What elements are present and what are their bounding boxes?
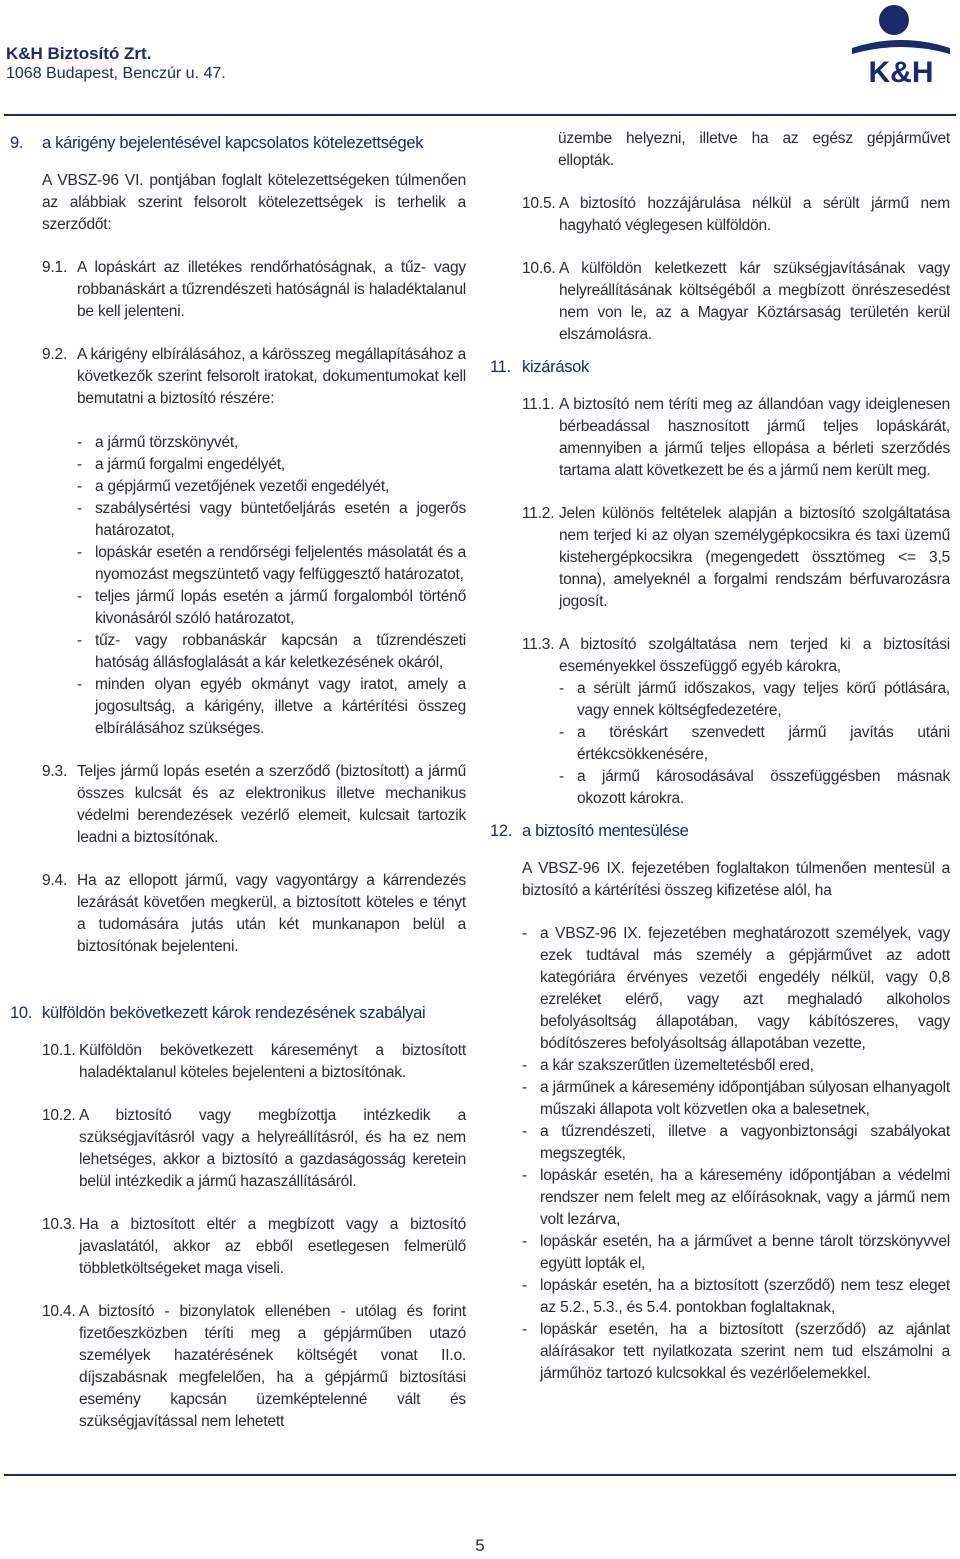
- list-item: - a kár szakszerűtlen üzemeltetésből ered,: [522, 1057, 814, 1074]
- footer-divider: [4, 1474, 956, 1476]
- company-name: K&H Biztosító Zrt.: [6, 44, 152, 63]
- list-item: - lopáskár esetén, ha a biztosított (szerződő) nem tesz eleget az 5.2., 5.3., és 5.4. pontokban foglaltaknak,: [522, 1277, 950, 1316]
- section-12-intro: A VBSZ-96 IX. fejezetében foglaltakon túlmenően mentesül a biztosító a kártérítési összeg kifizetése alól, ha: [522, 860, 950, 899]
- section-11-heading: [490, 356, 950, 378]
- clause-text: A biztosító hozzájárulása nélkül a sérült jármű nem hagyható véglegesen külföldön.: [559, 195, 950, 234]
- list-item: - a tűzrendészeti, illetve a vagyonbiztonsági szabályokat megszegték,: [522, 1123, 950, 1162]
- clause-9-2: [10, 344, 466, 740]
- list-item: - teljes jármű lopás esetén a jármű forgalomból történő kivonásáról szóló határozatot,: [77, 588, 466, 627]
- clause-number: 11.2.: [522, 505, 555, 522]
- clause-number: 11.3.: [522, 636, 555, 653]
- clause-text: A biztosító vagy megbízottja intézkedik a szükségjavításról vagy a helyreállításról, és ha ez nem lehetséges, akkor a biztosító a gazdaságosság keretein belül intézkedik a jármű hazaszállításáról.: [79, 1107, 466, 1190]
- clause-number: 10.2.: [42, 1107, 76, 1124]
- clause-11-3: [490, 634, 950, 810]
- clause-number: 9.1.: [42, 259, 68, 276]
- clause-text: A lopáskárt az illetékes rendőrhatóságnak, a tűz- vagy robbanáskárt a tűzrendészeti hatóságnál is haladéktalanul be kell jelenteni.: [77, 259, 466, 320]
- page-number: 5: [475, 1536, 485, 1555]
- clause-11-1: [490, 394, 950, 482]
- clause-text: A külföldön keletkezett kár szükségjavításának vagy helyreállításának költségéből a megbízott önrészesedést nem von le, az a Magyar Köztársaság területén kerül elszámolásra.: [559, 260, 950, 343]
- company-info: [6, 44, 226, 84]
- clause-text: Külföldön bekövetkezett káreseményt a biztosított haladéktalanul köteles bejelenteni a biztosítónak.: [79, 1042, 466, 1081]
- list-item: - lopáskár esetén, ha a káresemény időpontjában a védelmi rendszer nem felelt meg az előírásoknak, vagy a jármű nem volt lezárva,: [522, 1167, 950, 1228]
- clause-text: Ha az ellopott jármű, vagy vagyontárgy a kárrendezés lezárását követően megkerül, a biztosított köteles e tényt a tudomására jutás után két munkanapon belül a biztosítónak bejelenteni.: [77, 872, 466, 955]
- logo-text: K&H: [868, 56, 934, 86]
- clause-9-4: [10, 870, 466, 958]
- clause-10-1: [10, 1040, 466, 1084]
- clause-text: A kárigény elbírálásához, a kárösszeg megállapításához a következők szerint felsorolt iratokat, dokumentumokat kell bemutatni a biztosító részére:: [77, 346, 466, 407]
- list-item: - lopáskár esetén, ha a biztosított (szerződő) az ajánlat aláírásakor tett nyilatkozata szerint nem tud elszámolni a járműhöz tartozó kulcsokkal és vezérlőelemekkel.: [522, 1321, 950, 1382]
- section-title: a biztosító mentesülése: [522, 822, 689, 840]
- clause-text: A biztosító - bizonylatok ellenében - utólag és forint fizetőeszközben téríti meg a gépjárműben utazó személyek hazatérésének költségét vonat II.o. díjszabásnak megfelelően, ha a gépjármű biztosítási esemény kapcsán üzemképtelenné vált és szükségjavítással nem lehetett: [79, 1303, 466, 1430]
- section-number: 10.: [10, 1004, 33, 1022]
- section-9-heading: [10, 132, 466, 154]
- list-item: - a jármű károsodásával összefüggésben másnak okozott károkra.: [559, 768, 950, 807]
- list-item: - a sérült jármű időszakos, vagy teljes körű pótlására, vagy ennek költségfedezetére,: [559, 680, 950, 719]
- header-divider: [4, 114, 956, 116]
- list-item: - a töréskárt szenvedett jármű javítás utáni értékcsökkenésére,: [559, 724, 950, 763]
- section-12-heading: [490, 820, 950, 842]
- clause-number: 10.1.: [42, 1042, 76, 1059]
- list-item: - lopáskár esetén, ha a járművet a benne tárolt törzskönyvvel együtt lopták el,: [522, 1233, 950, 1272]
- section-number: 11.: [490, 358, 511, 376]
- clause-number: 10.4.: [42, 1303, 76, 1320]
- list-item: - szabálysértési vagy büntetőeljárás esetén a jogerős határozatot,: [77, 500, 466, 539]
- kh-logo: [848, 4, 954, 86]
- section-9-intro: A VBSZ-96 VI. pontjában foglalt kötelezettségeken túlmenően az alábbiak szerint felsorolt kötelezettségek is terhelik a szerződőt:: [42, 172, 466, 233]
- list-item: - a gépjármű vezetőjének vezetői engedélyét,: [77, 478, 390, 495]
- clause-10-4: [10, 1301, 466, 1433]
- list-item: - a jármű törzskönyvét,: [77, 434, 239, 451]
- clause-text: A biztosító szolgáltatása nem terjed ki a biztosítási eseményekkel összefüggő egyéb károkra,: [559, 636, 950, 675]
- clause-11-2: [490, 503, 950, 613]
- right-column: [490, 128, 950, 1385]
- section-title: kizárások: [522, 358, 589, 376]
- section-10-heading: [10, 1002, 466, 1024]
- clause-10-2: [10, 1105, 466, 1193]
- left-column: [10, 128, 466, 1433]
- clause-number: 10.6.: [522, 260, 556, 277]
- list-item: - a járműnek a káresemény időpontjában súlyosan elhanyagolt műszaki állapota volt közvetlen oka a balesetnek,: [522, 1079, 950, 1118]
- clause-number: 10.5.: [522, 195, 556, 212]
- section-number: 12.: [490, 822, 513, 840]
- clause-text: Ha a biztosított eltér a megbízott vagy a biztosító javaslatától, akkor az ebből esetlegesen felmerülő többletköltségeket maga viseli.: [79, 1216, 466, 1277]
- clause-number: 9.3.: [42, 763, 68, 780]
- clause-text: A biztosító nem téríti meg az állandóan vagy ideiglenesen bérbeadással hasznosított jármű teljes lopáskárát, amennyiben a jármű teljes ellopása a bérleti szerződés tartama alatt következett be és a jármű nem került meg.: [559, 396, 950, 479]
- list-item: - a jármű forgalmi engedélyét,: [77, 456, 285, 473]
- clause-10-5: [490, 193, 950, 237]
- clause-text: Jelen különös feltételek alapján a biztosító szolgáltatása nem terjed ki az olyan személygépkocsikra és taxi üzemű kistehergépkocsikra (megengedett össztömeg <= 3,5 tonna), amelyeknél a forgalmi rendszám bérfuvarozásra jogosít.: [559, 505, 950, 610]
- clause-10-3: [10, 1214, 466, 1280]
- clause-9-3: [10, 761, 466, 849]
- clause-10-6: [490, 258, 950, 346]
- list-item: - lopáskár esetén a rendőrségi feljelentés másolatát és a nyomozást megszüntető vagy felfüggesztő határozatot,: [77, 544, 466, 583]
- clause-number: 9.4.: [42, 872, 68, 889]
- section-number: 9.: [10, 134, 24, 152]
- list-item: - a VBSZ-96 IX. fejezetében meghatározott személyek, vagy ezek tudtával más személy a gépjárművet az adott kategóriára érvényes vezetői engedély nélkül, vagy 0,8 ezreléket elérő, vagy azt meghaladó alkoholos befolyásoltság állapotában, vagy kábítószeres, vagy bódítószeres befolyásoltság állapotában vezette,: [522, 925, 950, 1052]
- clause-9-1: [10, 257, 466, 323]
- company-address: 1068 Budapest, Benczúr u. 47.: [6, 65, 226, 82]
- list-item: - minden olyan egyéb okmányt vagy iratot, amely a jogosultság, a kárigény, illetve a kártérítési összeg elbírálásához szükséges.: [77, 676, 466, 737]
- list-item: - tűz- vagy robbanáskár kapcsán a tűzrendészeti hatóság állásfoglalását a kár keletkezésének okáról,: [77, 632, 466, 671]
- clause-10-4-continuation: üzembe helyezni, illetve ha az egész gépjárművet ellopták.: [558, 130, 950, 169]
- clause-number: 10.3.: [42, 1216, 76, 1233]
- excluded-damages-list: [559, 678, 950, 810]
- exemption-list: [490, 923, 950, 1385]
- section-title: a kárigény bejelentésével kapcsolatos kötelezettségek: [42, 134, 424, 152]
- clause-text: Teljes jármű lopás esetén a szerződő (biztosított) a jármű összes kulcsát és az elektronikus illetve mechanikus védelmi berendezések vezérlő elemeit, kulcsait tartozik leadni a biztosítónak.: [77, 763, 466, 846]
- clause-number: 11.1.: [522, 396, 555, 413]
- clause-number: 9.2.: [42, 346, 68, 363]
- required-documents-list: [77, 432, 466, 740]
- section-title: külföldön bekövetkezett károk rendezésének szabályai: [42, 1004, 426, 1022]
- page-header: [0, 0, 960, 110]
